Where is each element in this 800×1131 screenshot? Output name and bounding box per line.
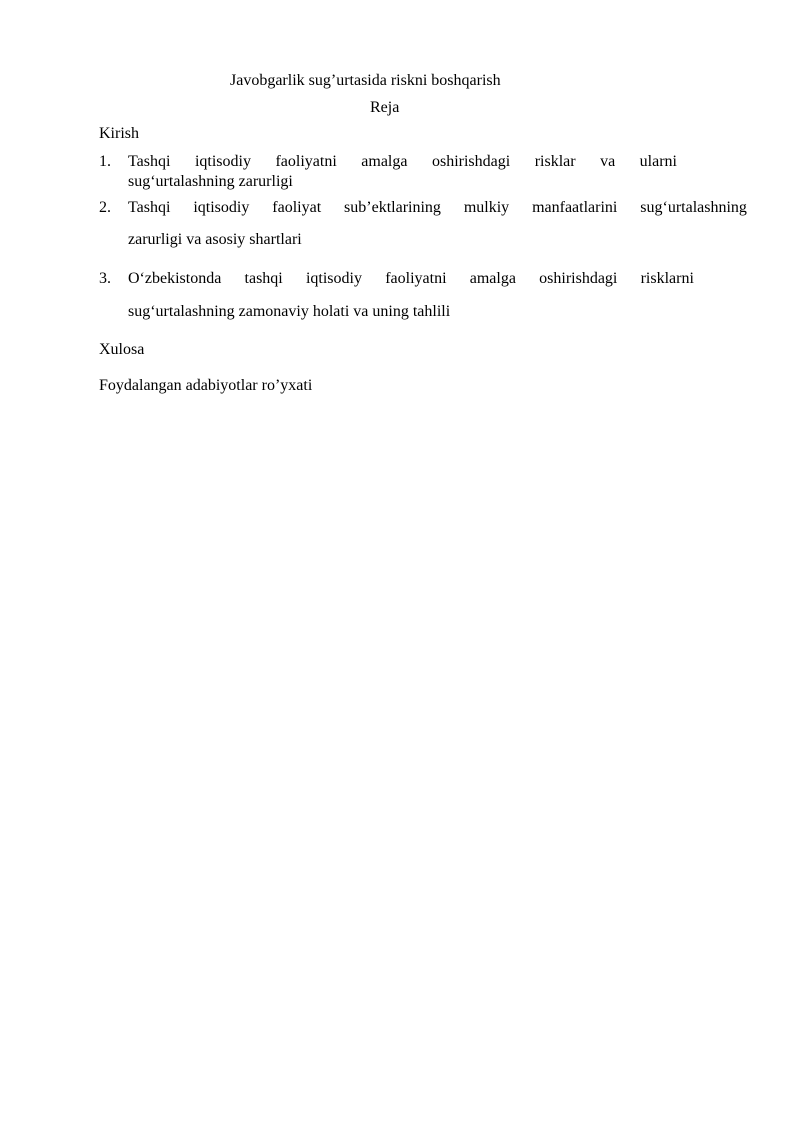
plan-heading: Reja	[370, 99, 400, 116]
plan-item-number: 2.	[99, 199, 111, 216]
word: risklar	[534, 153, 576, 170]
plan-item-line-1	[128, 197, 747, 219]
conclusion-entry: Xulosa	[99, 341, 145, 358]
word: mulkiy	[463, 199, 510, 216]
word: oshirishdagi	[431, 153, 511, 170]
word: ularni	[639, 153, 677, 170]
references-entry: Foydalangan adabiyotlar ro’yxati	[99, 377, 313, 394]
plan-item-text	[128, 197, 747, 251]
plan-item-line-2: sug‘urtalashning zamonaviy holati va uning tahlili	[128, 303, 451, 320]
word: Tashqi	[128, 199, 171, 216]
word: risklarni	[640, 270, 694, 287]
word: iqtisodiy	[193, 199, 250, 216]
word: faoliyatni	[275, 153, 337, 170]
word: faoliyatni	[385, 270, 447, 287]
plan-item-line-2: zarurligi va asosiy shartlari	[128, 231, 302, 248]
plan-item-line-2: sug‘urtalashning zarurligi	[128, 173, 293, 190]
word: amalga	[361, 153, 408, 170]
word: oshirishdagi	[539, 270, 618, 287]
word: iqtisodiy	[305, 270, 362, 287]
word: sub’ektlarining	[344, 199, 441, 216]
word: amalga	[469, 270, 516, 287]
plan-item-number: 3.	[99, 270, 111, 287]
plan-item-text	[128, 151, 747, 193]
document-title: Javobgarlik sug’urtasida riskni boshqarish	[230, 72, 501, 89]
word: tashqi	[244, 270, 283, 287]
plan-item-2	[99, 197, 747, 251]
plan-item-line-1	[128, 268, 694, 290]
plan-item-number: 1.	[99, 153, 111, 170]
intro-entry: Kirish	[99, 125, 139, 142]
word: O‘zbekistonda	[128, 270, 222, 287]
word: va	[600, 153, 616, 170]
word: iqtisodiy	[194, 153, 251, 170]
plan-item-1	[99, 151, 747, 193]
plan-item-line-1	[128, 151, 677, 173]
word: manfaatlarini	[532, 199, 618, 216]
word: Tashqi	[128, 153, 171, 170]
word: sug‘urtalashning	[640, 199, 747, 216]
plan-item-3	[99, 268, 747, 323]
plan-item-text	[128, 268, 747, 323]
word: faoliyat	[272, 199, 322, 216]
